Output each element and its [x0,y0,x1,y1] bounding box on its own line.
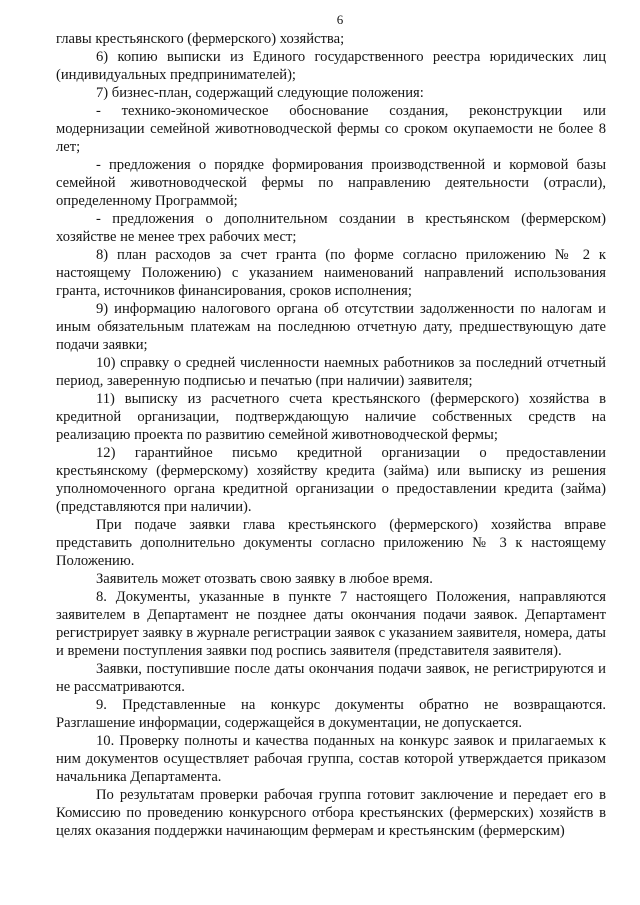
paragraph: - предложения о порядке формирования производственной и кормовой базы семейной животноводческой фермы по направлению деятельности (отрасли), определенному Программой; [56,157,606,209]
paragraph: 9. Представленные на конкурс документы обратно не возвращаются. Разглашение информации, содержащейся в документации, не допускается. [56,697,606,731]
paragraph: 6) копию выписки из Единого государственного реестра юридических лиц (индивидуальных предпринимателей); [56,49,606,83]
paragraph: главы крестьянского (фермерского) хозяйства; [56,31,345,47]
paragraph: 8) план расходов за счет гранта (по форме согласно приложению № 2 к настоящему Положению) с указанием наименований направлений использования гранта, источников финансирования, сроков исполнения; [56,247,606,299]
page-number: 6 [336,12,344,27]
paragraph: Заявитель может отозвать свою заявку в любое время. [96,571,433,587]
paragraph: При подаче заявки глава крестьянского (фермерского) хозяйства вправе представить дополнительно документы согласно приложению № 3 к настоящему Положению. [56,517,606,569]
paragraph: 8. Документы, указанные в пункте 7 настоящего Положения, направляются заявителем в Департамент не позднее даты окончания подачи заявок. Департамент регистрирует заявку в журнале регистрации заявок с указанием заявителя, номера, даты и времени поступления заявки под роспись заявителя (представителя заявителя). [56,589,606,659]
paragraph: 9) информацию налогового органа об отсутствии задолженности по налогам и иным обязательным платежам на последнюю отчетную дату, предшествующую дате подачи заявки; [56,301,606,353]
paragraph: 12) гарантийное письмо кредитной организации о предоставлении крестьянскому (фермерскому) хозяйству кредита (займа) или выписку из решения уполномоченного органа кредитной организации о предоставлении кредита (займа) (представляются при наличии). [56,445,606,515]
paragraph: - технико-экономическое обоснование создания, реконструкции или модернизации семейной животноводческой фермы со сроком окупаемости не более 8 лет; [56,103,606,155]
paragraph: - предложения о дополнительном создании в крестьянском (фермерском) хозяйстве не менее трех рабочих мест; [56,211,606,245]
document-page [56,12,606,840]
paragraph: 7) бизнес-план, содержащий следующие положения: [96,85,424,101]
paragraph: 10) справку о средней численности наемных работников за последний отчетный период, заверенную подписью и печатью (при наличии) заявителя; [56,355,606,389]
paragraph: Заявки, поступившие после даты окончания подачи заявок, не регистрируются и не рассматриваются. [56,661,606,695]
paragraph: 10. Проверку полноты и качества поданных на конкурс заявок и прилагаемых к ним документов осуществляет рабочая группа, состав которой утверждается приказом начальника Департамента. [56,733,606,785]
paragraph: 11) выписку из расчетного счета крестьянского (фермерского) хозяйства в кредитной организации, подтверждающую наличие собственных средств на реализацию проекта по развитию семейной животноводческой фермы; [56,391,606,443]
paragraph: По результатам проверки рабочая группа готовит заключение и передает его в Комиссию по проведению конкурсного отбора крестьянских (фермерских) хозяйств в целях оказания поддержки начинающим фермерам и крестьянским (фермерским) [56,787,606,839]
document-body [56,30,606,840]
